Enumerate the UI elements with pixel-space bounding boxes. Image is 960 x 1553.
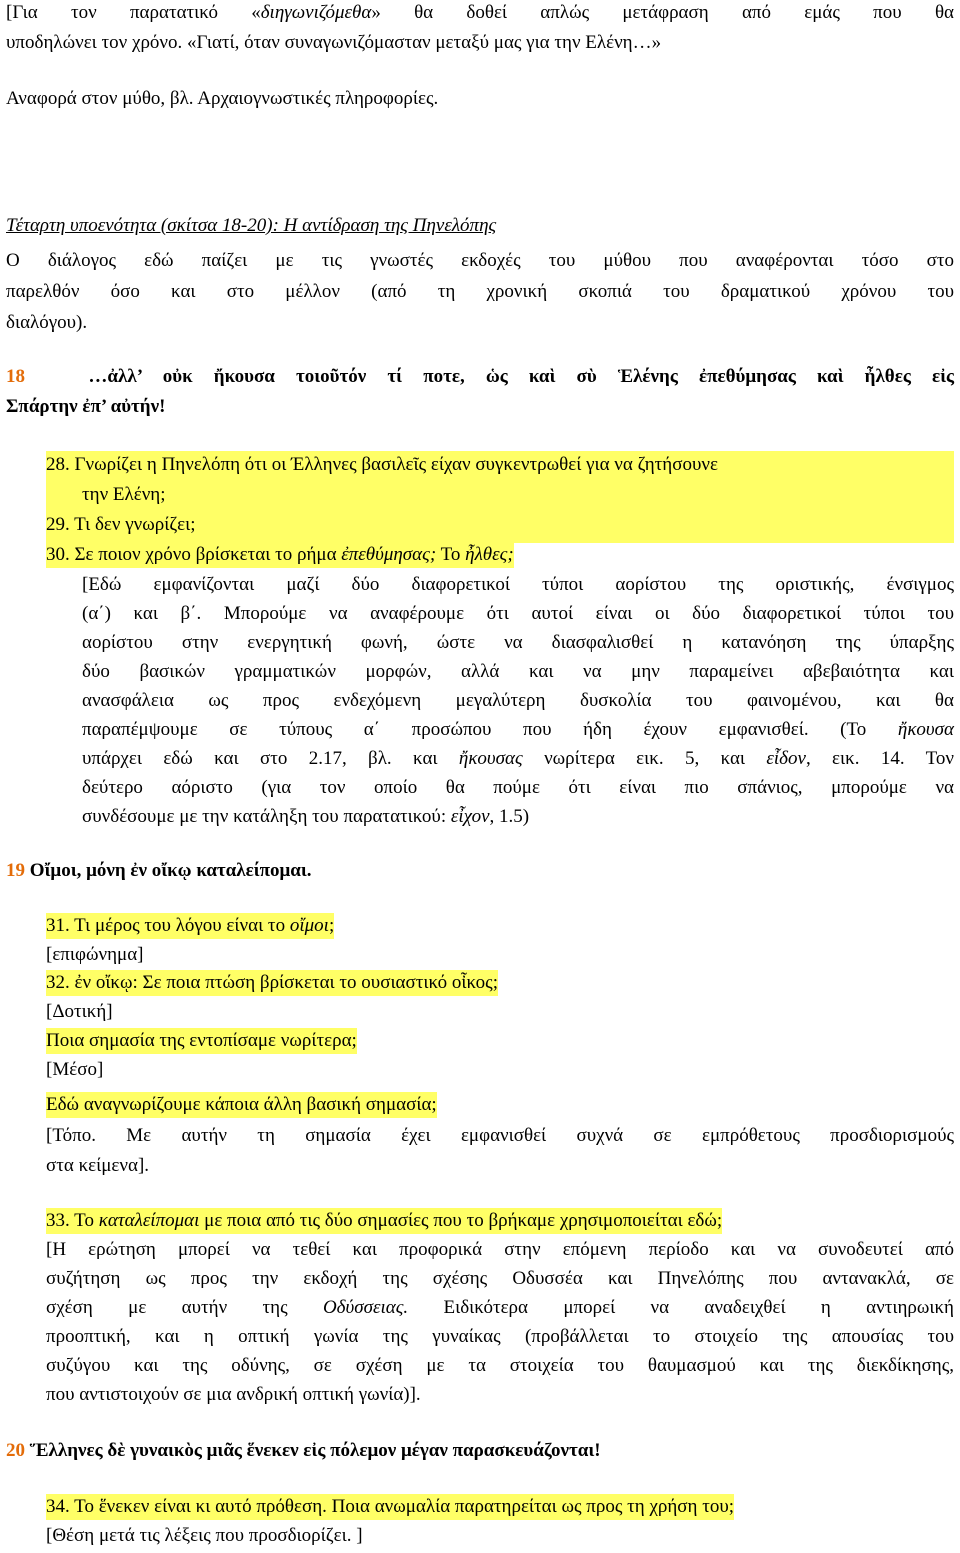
answer-30-line-2: (α΄) και β΄. Μπορούμε να αναφέρουμε ότι αυτοί είναι οι δύο διαφορετικοί τύποι του: [82, 603, 954, 624]
answer-30-line-9: συνδέσουμε με την κατάληξη του παρατατικού: εἶχον, 1.5): [82, 806, 530, 827]
question-31: 31. Τι μέρος του λόγου είναι το οἴμοι;: [46, 913, 334, 939]
question-28-line-1: 28. Γνωρίζει η Πηνελόπη ότι οι Έλληνες βασιλεῖς είχαν συγκεντρωθεί για να ζητήσουνε: [46, 454, 718, 475]
answer-30-line-8: δεύτερο αόριστο (για τον οποίο θα πούμε ότι είναι πιο σπάνιος, μπορούμε να: [82, 777, 954, 798]
question-28-line-2: την Ελένη;: [82, 484, 166, 505]
intro-line-2: υποδηλώνει τον χρόνο. «Γιατί, όταν συναγωνιζόμασταν μεταξύ μας για την Ελένη…»: [6, 32, 662, 53]
verse-number-19: 19: [6, 860, 25, 881]
intro-line-1: [Για τον παρατατικό «διηγωνιζόμεθα» θα δοθεί απλώς μετάφραση από εμάς που θα: [6, 2, 954, 23]
section-heading: Τέταρτη υποενότητα (σκίτσα 18-20): Η αντίδραση της Πηνελόπης: [6, 215, 497, 236]
section-paragraph-line-1: Ο διάλογος εδώ παίζει με τις γνωστές εκδοχές του μύθου που αναφέρονται τόσο στο: [6, 250, 954, 271]
answer-33-line-1: [Η ερώτηση μπορεί να τεθεί και προφορικά στην επόμενη περίοδο και να συνοδευτεί από: [46, 1239, 954, 1260]
question-30: 30. Σε ποιον χρόνο βρίσκεται το ρήμα ἐπεθύμησας; Το ἦλθες;: [46, 542, 514, 568]
verse-20: 20 Ἕλληνες δὲ γυναικὸς μιᾶς ἕνεκεν εἰς πόλεμον μέγαν παρασκευάζονται!: [6, 1440, 601, 1461]
intro-line-3: Αναφορά στον μύθο, βλ. Αρχαιογνωστικές πληροφορίες.: [6, 88, 439, 109]
answer-32: [Δοτική]: [46, 1001, 113, 1022]
verse-18-line-2: Σπάρτην ἐπ’ αὐτήν!: [6, 396, 166, 417]
answer-30-line-7: υπάρχει εδώ και στο 2.17, βλ. και ἤκουσας νωρίτερα εικ. 5, και εἶδον, εικ. 14. Τον: [82, 748, 954, 769]
verse-18-line-1: 18 …ἀλλ’ οὐκ ἤκουσα τοιοῦτόν τί ποτε, ὡς καὶ σὺ Ἑλένης ἐπεθύμησας καὶ ἦλθες εἰς: [6, 366, 955, 387]
answer-30-line-6: παραπέμψουμε σε τύπους α΄ προσώπου που ήδη έχουν εμφανισθεί. (Το ἤκουσα: [82, 719, 954, 740]
verse-number-18: 18: [6, 366, 25, 387]
section-paragraph-line-2: παρελθόν όσο και στο μέλλον (από τη χρονική σκοπιά του δραματικού χρόνου του: [6, 281, 954, 302]
question-32: 32. ἐν οἴκῳ: Σε ποια πτώση βρίσκεται το ουσιαστικό οἶκος;: [46, 970, 498, 996]
answer-30-line-1: [Εδώ εμφανίζονται μαζί δύο διαφορετικοί τύποι αορίστου της οριστικής, ένσιγμος: [82, 574, 954, 595]
answer-33-line-2: συζήτηση ως προς την εκδοχή της σχέσης Οδυσσέα και Πηνελόπης που αντανακλά, σε: [46, 1268, 954, 1289]
question-29: 29. Τι δεν γνωρίζει;: [46, 514, 196, 535]
verse-19: 19 Οἴμοι, μόνη ἐν οἴκῳ καταλείπομαι.: [6, 860, 312, 881]
answer-33-line-6: που αντιστοιχούν σε μια ανδρική οπτική γωνία)].: [46, 1384, 421, 1405]
answer-32-followup-1: [Μέσο]: [46, 1059, 104, 1080]
answer-32-followup-2-line-1: [Τόπο. Με αυτήν τη σημασία έχει εμφανισθεί συχνά σε εμπρόθετους προσδιορισμούς: [46, 1125, 954, 1146]
answer-30-line-5: ανασφάλεια ως προς ενδεχόμενη μεγαλύτερη δυσκολία του φαινομένου, και θα: [82, 690, 954, 711]
question-34: 34. Το ἕνεκεν είναι κι αυτό πρόθεση. Ποια ανωμαλία παρατηρείται ως προς τη χρήση του;: [46, 1494, 734, 1520]
answer-31: [επιφώνημα]: [46, 944, 144, 965]
question-33: 33. Το καταλείπομαι με ποια από τις δύο σημασίες που το βρήκαμε χρησιμοποιείται εδώ;: [46, 1208, 722, 1234]
question-32-followup-2: Εδώ αναγνωρίζουμε κάποια άλλη βασική σημασία;: [46, 1092, 437, 1118]
question-32-followup-1: Ποια σημασία της εντοπίσαμε νωρίτερα;: [46, 1028, 357, 1054]
answer-32-followup-2-line-2: στα κείμενα].: [46, 1155, 150, 1176]
section-paragraph-line-3: διαλόγου).: [6, 312, 88, 333]
answer-33-line-5: συζύγου και της οδύνης, σε σχέση με τα στοιχεία του θαυμασμού και της διεκδίκησης,: [46, 1355, 954, 1376]
answer-34: [Θέση μετά τις λέξεις που προσδιορίζει. ]: [46, 1525, 363, 1546]
answer-33-line-4: προοπτική, και η οπτική γωνία της γυναίκας (προβάλλεται το στοιχείο της απουσίας του: [46, 1326, 954, 1347]
answer-33-line-3: σχέση με αυτήν της Οδύσσειας. Ειδικότερα μπορεί να αναδειχθεί η αντιηρωική: [46, 1297, 954, 1318]
answer-30-line-4: δύο βασικών γραμματικών μορφών, αλλά και να μην παραμείνει αβεβαιότητα και: [82, 661, 954, 682]
verse-number-20: 20: [6, 1440, 25, 1461]
answer-30-line-3: αορίστου στην ενεργητική φωνή, ώστε να διασφαλισθεί η κατανόηση της ύπαρξης: [82, 632, 954, 653]
